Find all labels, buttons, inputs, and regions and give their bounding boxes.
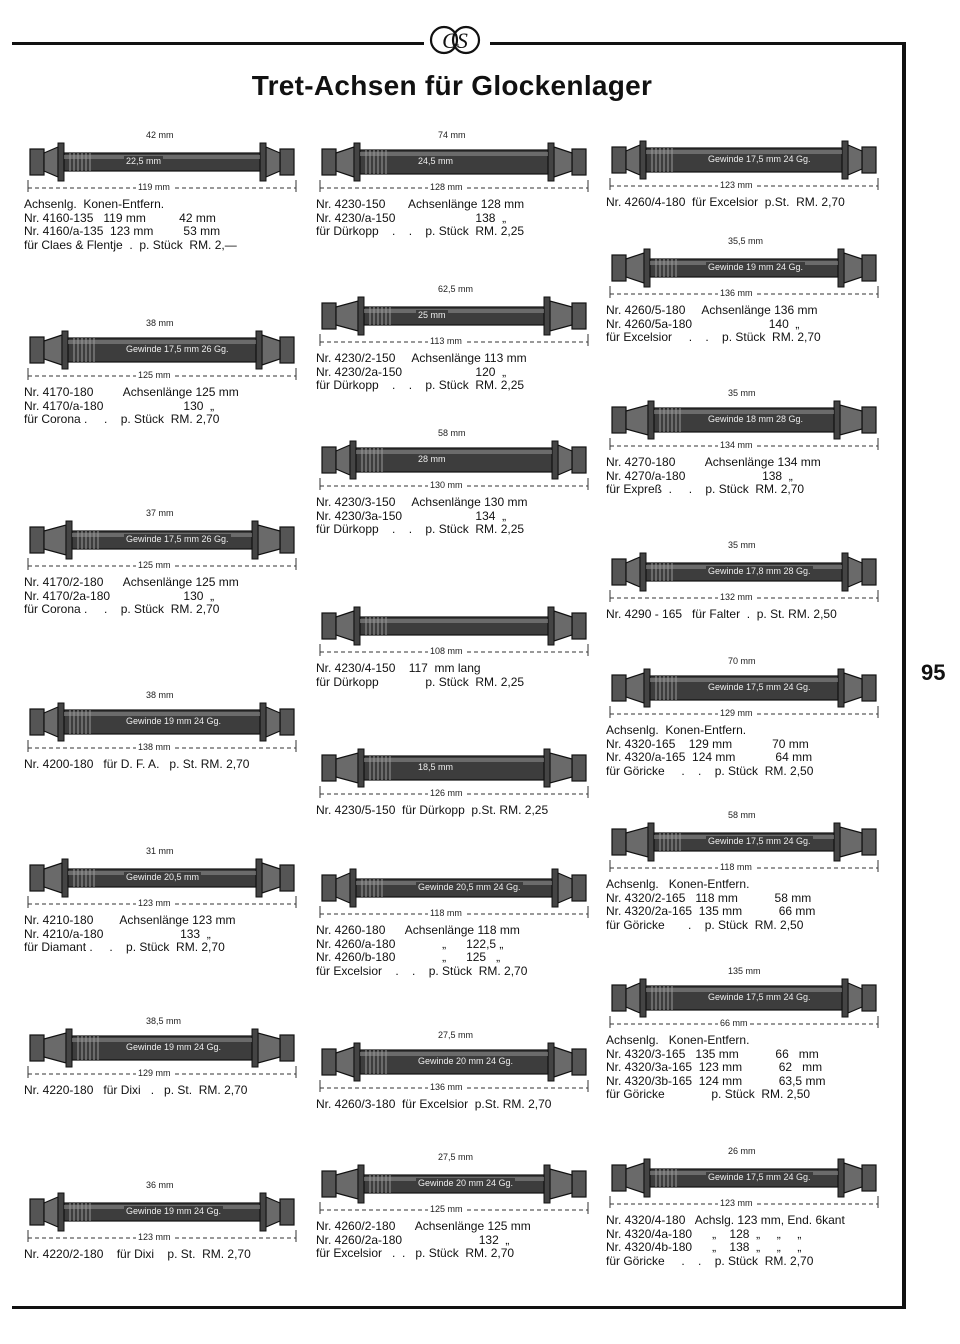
axle-item [316,594,592,689]
axle-caption [316,1220,592,1261]
caption-line: für Corona . . p. Stück RM. 2,70 [24,602,220,616]
axle-caption [316,496,592,537]
dimension-label: 58 mm [438,428,466,438]
caption-line: Nr. 4230/a-150 138 „ [316,210,507,225]
dimension-label: 125 mm [138,370,171,380]
axle-item [24,318,300,427]
dimension-label: 123 mm [720,180,753,190]
axle-caption [24,1084,300,1098]
caption-line: Nr. 4260/2a-180 132 „ [316,1232,510,1247]
dimension-label: 27,5 mm [438,1152,474,1162]
caption-line: Nr. 4320-165 129 mm 70 mm [606,736,809,751]
axle-caption [316,352,592,393]
caption-line: Nr. 4260/2-180 Achsenlänge 125 mm [316,1219,531,1233]
caption-line: Nr. 4320/2a-165 135 mm 66 mm [606,904,816,918]
axle-item [24,690,300,772]
caption-line: für Göricke . . p. Stück RM. 2,50 [606,763,814,778]
axle-figure [316,594,592,658]
axle-caption [316,198,592,239]
axle-item [316,736,592,818]
axle-caption [606,608,882,622]
axle-figure [24,846,300,910]
dimension-label: 27,5 mm [438,1030,474,1040]
caption-line: Nr. 4320/3a-165 123 mm 62 mm [606,1060,823,1074]
axle-figure [606,1146,882,1210]
dimension-label: 126 mm [430,788,463,798]
thread-spec-label: 18,5 mm [418,762,454,772]
axle-item [606,236,882,345]
caption-line: Nr. 4260/5a-180 140 „ [606,316,800,331]
caption-line: Nr. 4320/4b-180 „ 138 „ „ „ [606,1240,802,1254]
thread-spec-label: Gewinde 18 mm 28 Gg. [708,414,804,424]
axle-figure [316,428,592,492]
axle-item [606,128,882,210]
dimension-label: 125 mm [430,1204,463,1214]
caption-line: Nr. 4160/a-135 123 mm 53 mm [24,224,221,238]
caption-line: für Claes & Flentje . p. Stück RM. 2,— [24,237,237,252]
axle-caption [316,924,592,978]
axle-figure [24,318,300,382]
dimension-label: 58 mm [728,810,756,820]
axle-figure [316,736,592,800]
dimension-label: 132 mm [720,592,753,602]
axle-caption [24,758,300,772]
caption-line: für Göricke . p. Stück RM. 2,50 [606,917,804,932]
axle-caption [316,1098,592,1112]
axle-item [606,388,882,497]
axle-caption [24,1248,300,1262]
dimension-label: 35 mm [728,388,756,398]
caption-line: für Excelsior . . p. Stück RM. 2,70 [316,1246,515,1260]
caption-line: Achsenlg. Konen-Entfern. [606,1033,750,1047]
thread-spec-label: Gewinde 17,5 mm 24 Gg. [708,1172,811,1182]
axle-figure [24,1180,300,1244]
axle-item [606,1146,882,1268]
axle-figure [606,656,882,720]
axle-figure [24,1016,300,1080]
caption-line: Nr. 4230/2a-150 120 „ [316,364,507,379]
brand-logo [424,18,486,62]
caption-line: für Dürkopp p. Stück RM. 2,25 [316,674,525,689]
dimension-label: 74 mm [438,130,466,140]
caption-line: Nr. 4320/4a-180 „ 128 „ „ „ [606,1226,802,1241]
axle-figure [316,1030,592,1094]
thread-spec-label: Gewinde 20,5 mm [126,872,200,882]
axle-caption [316,804,592,818]
caption-line: Nr. 4210-180 Achsenlänge 123 mm [24,913,236,927]
dimension-label: 136 mm [430,1082,463,1092]
dimension-label: 123 mm [138,898,171,908]
axle-item [316,1030,592,1112]
caption-line: Nr. 4260-180 Achsenlänge 118 mm [316,923,520,937]
axle-figure [316,1152,592,1216]
caption-line: Nr. 4260/3-180 für Excelsior p.St. RM. 2,70 [316,1097,552,1111]
dimension-label: 118 mm [430,908,462,918]
axle-item [316,130,592,239]
top-rule-right [490,42,906,45]
axle-caption [606,878,882,932]
axle-item [606,966,882,1102]
caption-line: Nr. 4230/3-150 Achsenlänge 130 mm [316,495,528,509]
axle-item [316,1152,592,1261]
dimension-label: 138 mm [138,742,171,752]
thread-spec-label: Gewinde 17,5 mm 26 Gg. [126,344,229,354]
thread-spec-label: 25 mm [418,310,446,320]
axle-caption [606,304,882,345]
axle-figure [606,388,882,452]
dimension-label: 128 mm [430,182,463,192]
caption-line: Nr. 4320/2-165 118 mm 58 mm [606,890,812,905]
axle-item [316,428,592,537]
axle-figure [606,128,882,192]
caption-line: für Excelsior . . p. Stück RM. 2,70 [606,330,821,344]
axle-figure [606,540,882,604]
caption-line: für Göricke . . p. Stück RM. 2,70 [606,1253,814,1268]
dimension-label: 108 mm [430,646,463,656]
thread-spec-label: Gewinde 17,5 mm 26 Gg. [126,534,229,544]
thread-spec-label: Gewinde 17,5 mm 24 Gg. [708,682,811,692]
axle-item [316,284,592,393]
caption-line: Nr. 4160-135 119 mm 42 mm [24,210,216,225]
caption-line: Nr. 4210/a-180 133 „ [24,926,211,941]
axle-item [24,1180,300,1262]
axle-caption [606,196,882,210]
axle-caption [606,1214,882,1268]
dimension-label: 37 mm [146,508,174,518]
axle-caption [24,198,300,252]
axle-figure [24,690,300,754]
caption-line: Nr. 4230/5-150 für Dürkopp p.St. RM. 2,25 [316,803,549,817]
axle-figure [316,130,592,194]
thread-spec-label: 22,5 mm [126,156,162,166]
caption-line: für Dürkopp . . p. Stück RM. 2,25 [316,378,525,392]
axle-item [24,846,300,955]
thread-spec-label: Gewinde 19 mm 24 Gg. [708,262,804,272]
svg-text:CS: CS [442,28,468,53]
caption-line: für Excelsior . . p. Stück RM. 2,70 [316,963,528,978]
dimension-label: 129 mm [720,708,753,718]
dimension-label: 70 mm [728,656,756,666]
caption-line: Nr. 4320/3-165 135 mm 66 mm [606,1046,819,1061]
caption-line: für Diamant . . p. Stück RM. 2,70 [24,940,225,954]
axle-caption [24,914,300,955]
page-number: 95 [921,660,946,685]
dimension-label: 130 mm [430,480,463,490]
thread-spec-label: Gewinde 17,5 mm 24 Gg. [708,154,811,164]
caption-line: Nr. 4170/2a-180 130 „ [24,588,215,603]
caption-line: für Corona . . p. Stück RM. 2,70 [24,412,220,426]
dimension-label: 35,5 mm [728,236,764,246]
thread-spec-label: 28 mm [418,454,446,464]
dimension-label: 118 mm [720,862,752,872]
axle-item [24,130,300,252]
dimension-label: 38 mm [146,318,174,328]
dimension-label: 123 mm [138,1232,171,1242]
dimension-label: 66 mm [720,1018,748,1028]
caption-line: Nr. 4220-180 für Dixi . p. St. RM. 2,70 [24,1083,248,1097]
axle-figure [24,508,300,572]
caption-line: Nr. 4230/2-150 Achsenlänge 113 mm [316,351,527,365]
dimension-label: 62,5 mm [438,284,474,294]
dimension-label: 136 mm [720,288,753,298]
caption-line: Achsenlg. Konen-Entfern. [606,877,750,891]
caption-line: Nr. 4260/4-180 für Excelsior p.St. RM. 2,70 [606,195,845,209]
dimension-label: 129 mm [138,1068,171,1078]
axle-caption [24,576,300,617]
axle-figure [316,856,592,920]
caption-line: Achsenlg. Konen-Entfern. [24,197,165,211]
thread-spec-label: Gewinde 20,5 mm 24 Gg. [418,882,521,892]
axle-item [316,856,592,978]
dimension-label: 134 mm [720,440,753,450]
axle-figure [316,284,592,348]
caption-line: Achsenlg. Konen-Entfern. [606,723,747,737]
axle-item [606,656,882,778]
dimension-label: 42 mm [146,130,174,140]
axle-item [606,540,882,622]
caption-line: Nr. 4170-180 Achsenlänge 125 mm [24,385,239,399]
axle-figure [24,130,300,194]
caption-line: Nr. 4260/5-180 Achsenlänge 136 mm [606,303,818,317]
thread-spec-label: Gewinde 20 mm 24 Gg. [418,1178,514,1188]
axle-caption [606,456,882,497]
caption-line: Nr. 4320/a-165 124 mm 64 mm [606,750,813,764]
caption-line: für Göricke p. Stück RM. 2,50 [606,1087,811,1101]
caption-line: Nr. 4260/a-180 „ 122,5 „ [316,936,504,951]
caption-line: Nr. 4270/a-180 138 „ [606,468,793,483]
dimension-label: 35 mm [728,540,756,550]
axle-figure [606,810,882,874]
dimension-label: 26 mm [728,1146,756,1156]
axle-item [24,1016,300,1098]
caption-line: Nr. 4170/a-180 130 „ [24,398,215,413]
caption-line: Nr. 4230/4-150 117 mm lang [316,661,481,675]
caption-line: Nr. 4200-180 für D. F. A. p. St. RM. 2,70 [24,757,250,771]
caption-line: Nr. 4170/2-180 Achsenlänge 125 mm [24,575,239,589]
caption-line: Nr. 4320/4-180 Achslg. 123 mm, End. 6kant [606,1213,845,1227]
top-rule-left [12,42,424,45]
axle-caption [24,386,300,427]
caption-line: Nr. 4290 - 165 für Falter . p. St. RM. 2,50 [606,607,837,621]
axle-item [606,810,882,932]
dimension-label: 119 mm [138,182,170,192]
thread-spec-label: 24,5 mm [418,156,454,166]
caption-line: für Dürkopp . . p. Stück RM. 2,25 [316,522,525,536]
axle-caption [316,662,592,689]
dimension-label: 38 mm [146,690,174,700]
dimension-label: 113 mm [430,336,462,346]
caption-line: für Expreß . . p. Stück RM. 2,70 [606,482,805,496]
caption-line: Nr. 4230-150 Achsenlänge 128 mm [316,197,525,211]
caption-line: Nr. 4220/2-180 für Dixi p. St. RM. 2,70 [24,1247,251,1261]
thread-spec-label: Gewinde 17,8 mm 28 Gg. [708,566,811,576]
axle-item [24,508,300,617]
dimension-label: 36 mm [146,1180,174,1190]
caption-line: Nr. 4270-180 Achsenlänge 134 mm [606,455,821,469]
thread-spec-label: Gewinde 17,5 mm 24 Gg. [708,836,811,846]
thread-spec-label: Gewinde 20 mm 24 Gg. [418,1056,514,1066]
dimension-label: 125 mm [138,560,171,570]
axle-figure [606,966,882,1030]
axle-caption [606,724,882,778]
dimension-label: 135 mm [728,966,761,976]
caption-line: für Dürkopp . . p. Stück RM. 2,25 [316,224,525,238]
thread-spec-label: Gewinde 19 mm 24 Gg. [126,1206,222,1216]
caption-line: Nr. 4230/3a-150 134 „ [316,508,507,523]
axle-figure [606,236,882,300]
thread-spec-label: Gewinde 19 mm 24 Gg. [126,1042,222,1052]
thread-spec-label: Gewinde 17,5 mm 24 Gg. [708,992,811,1002]
dimension-label: 123 mm [720,1198,753,1208]
page-title: Tret-Achsen für Glockenlager [251,70,653,101]
thread-spec-label: Gewinde 19 mm 24 Gg. [126,716,222,726]
dimension-label: 38,5 mm [146,1016,182,1026]
axle-caption [606,1034,882,1102]
caption-line: Nr. 4320/3b-165 124 mm 63,5 mm [606,1073,826,1088]
caption-line: Nr. 4260/b-180 „ 125 „ [316,950,501,964]
dimension-label: 31 mm [146,846,174,856]
